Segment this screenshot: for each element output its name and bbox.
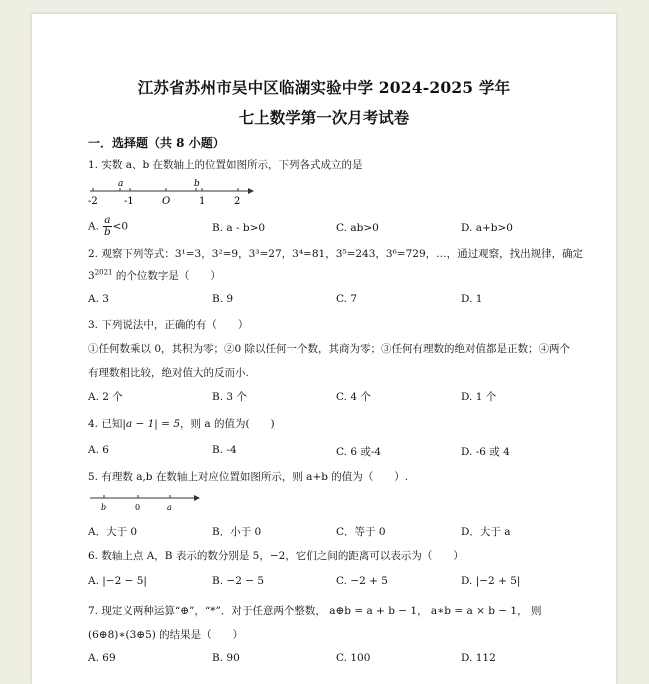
q3-option-b: B. 3 个 — [212, 391, 247, 403]
q7-option-b: B. 90 — [212, 652, 240, 664]
q1-tick-2: 2 — [234, 196, 241, 207]
q5-option-c: C．等于 0 — [336, 526, 386, 538]
q4-abs-expression: |a − 1| = 5 — [122, 418, 181, 430]
q5-option-b: B．小于 0 — [212, 526, 262, 538]
q2-option-a: A. 3 — [88, 293, 109, 305]
q1-option-a-suffix: <0 — [112, 220, 129, 233]
q5-point-b: b — [101, 503, 107, 512]
q7-stem: 7. 现定义两种运算“⊕”，“*”．对于任意两个整数， a⊕b = a + b − 1， a∗b = a × b − 1， 则 — [88, 605, 542, 617]
q2-stem-line2 — [88, 268, 221, 283]
q4-option-a: A. 6 — [88, 444, 109, 456]
q4-stem-prefix: 4. 已知 — [88, 418, 123, 430]
q1-point-a: a — [118, 179, 124, 189]
q2-option-c: C. 7 — [336, 293, 358, 305]
q2-option-d: D. 1 — [461, 293, 483, 305]
q5-stem: 5. 有理数 a,b 在数轴上对应位置如图所示，则 a+b 的值为（ ）. — [88, 471, 409, 483]
q1-stem: 1. 实数 a、b 在数轴上的位置如图所示，下列各式成立的是 — [88, 159, 363, 171]
q1-option-a — [88, 215, 128, 238]
page-content — [32, 14, 616, 684]
q5-number-line — [86, 492, 206, 514]
q1-frac-num: a — [104, 214, 111, 226]
q3-option-d: D. 1 个 — [461, 391, 497, 403]
q1-tick-1: 1 — [199, 196, 206, 207]
q1-tick-origin: O — [162, 196, 171, 207]
q4-option-b: B. -4 — [212, 444, 237, 456]
q7-option-c: C. 100 — [336, 652, 371, 664]
q6-option-a: A. |−2 − 5| — [88, 575, 147, 587]
q3-option-c: C. 4 个 — [336, 391, 371, 403]
q3-statements-line2: 有理数相比较，绝对值大的反而小. — [88, 367, 249, 379]
q1-option-d: D. a+b>0 — [461, 222, 513, 234]
q2-power-base: 3 — [88, 270, 95, 282]
q4-stem-suffix: ，则 a 的值为( ) — [180, 418, 275, 430]
q1-tick-neg1: -1 — [124, 196, 134, 207]
q5-point-a: a — [167, 503, 172, 512]
q3-option-a: A. 2 个 — [88, 391, 123, 403]
q5-option-d: D．大于 a — [461, 526, 511, 538]
q1-option-a-label: A. — [88, 220, 99, 233]
q1-option-b: B. a - b>0 — [212, 222, 266, 234]
q1-number-line — [86, 176, 256, 208]
q5-option-a: A．大于 0 — [88, 526, 138, 538]
q1-option-a-fraction — [103, 215, 111, 238]
q2-stem: 2. 观察下列等式：3¹=3，3²=9，3³=27，3⁴=81，3⁵=243，3⁶=729，…，通过观察，找出规律，确定 — [88, 248, 584, 260]
q6-option-b: B. −2 − 5 — [212, 575, 265, 587]
q7-option-a: A. 69 — [88, 652, 116, 664]
q7-option-d: D. 112 — [461, 652, 496, 664]
q4-option-c: C. 6 或-4 — [336, 446, 382, 458]
exam-title-line2: 七上数学第一次月考试卷 — [238, 108, 410, 127]
q7-stem-line2: (6⊕8)∗(3⊕5) 的结果是（ ） — [88, 629, 244, 641]
exam-title-line1: 江苏省苏州市吴中区临湖实验中学 2024-2025 学年 — [137, 78, 511, 97]
q3-stem: 3. 下列说法中，正确的有（ ） — [88, 319, 249, 331]
q2-stem-rest: 的个位数字是（ ） — [112, 270, 221, 282]
q5-origin: 0 — [135, 503, 141, 512]
q2-power-exponent: 2021 — [94, 268, 113, 277]
q1-tick-neg2: -2 — [88, 196, 98, 207]
q3-statements-line1: ①任何数乘以 0，其积为零；②0 除以任何一个数，其商为零；③任何有理数的绝对值都是正数；④两个 — [88, 343, 571, 355]
q2-option-b: B. 9 — [212, 293, 234, 305]
q6-option-c: C. −2 + 5 — [336, 575, 388, 587]
q1-option-c: C. ab>0 — [336, 222, 379, 234]
q4-stem — [88, 416, 275, 431]
q4-option-d: D. -6 或 4 — [461, 446, 510, 458]
section-heading: 一．选择题（共 8 小题） — [88, 136, 225, 150]
q6-option-d: D. |−2 + 5| — [461, 575, 521, 587]
q1-frac-den: b — [104, 226, 111, 238]
q6-stem: 6. 数轴上点 A，B 表示的数分别是 5，−2，它们之间的距离可以表示为（ ） — [88, 550, 464, 562]
q1-point-b: b — [194, 179, 200, 189]
